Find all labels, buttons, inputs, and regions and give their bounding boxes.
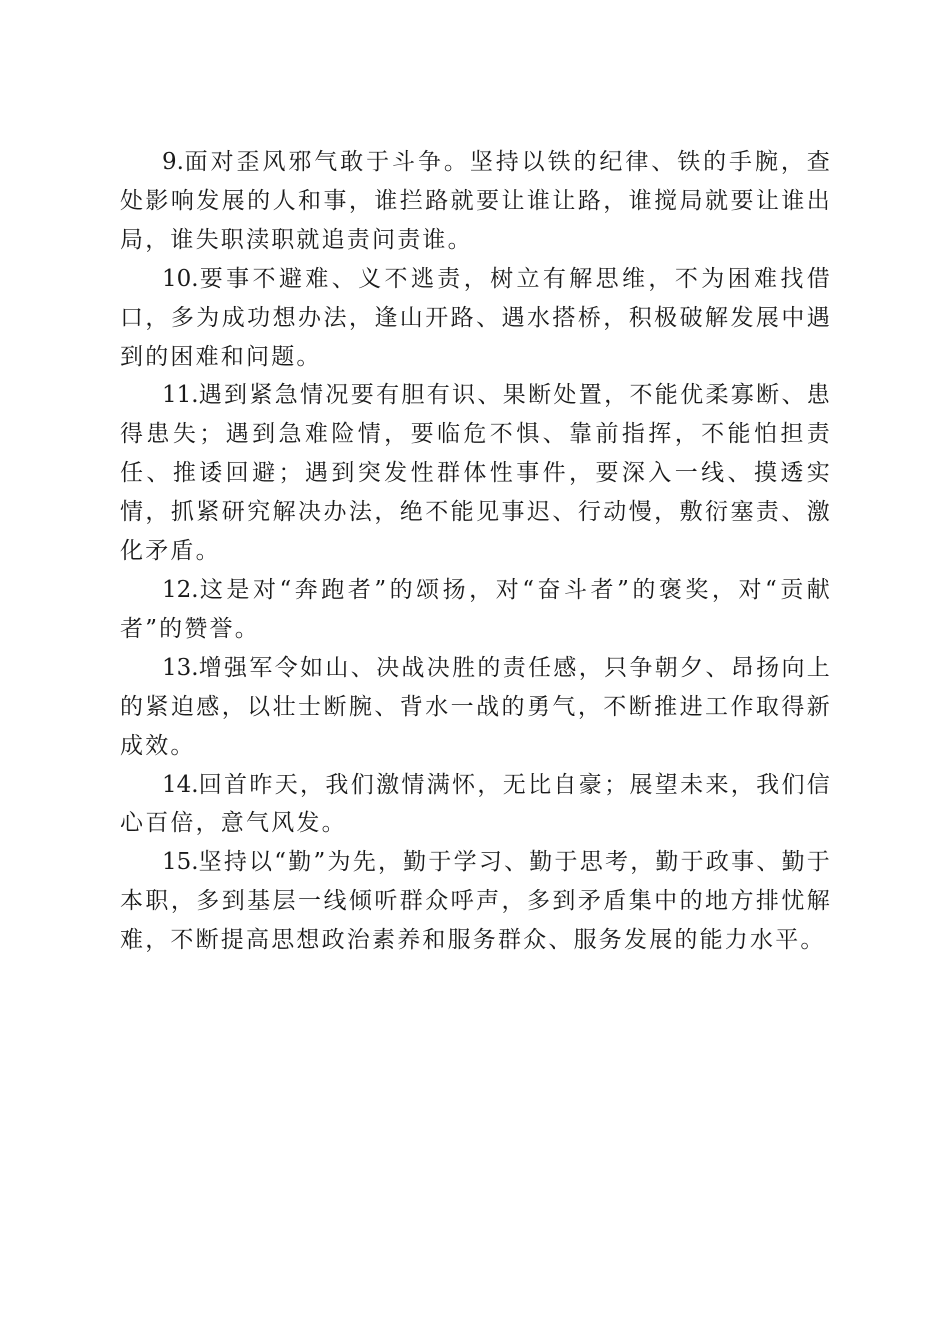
paragraph-15 <box>120 843 832 960</box>
paragraph-number: 9. <box>162 149 184 175</box>
paragraph-text: 坚持以“勤”为先，勤于学习、勤于思考，勤于政事、勤于本职，多到基层一线倾听群众呼声，多到矛盾集中的地方排忧解难，不断提高思想政治素养和服务群众、服务发展的能力水平。 <box>120 849 832 954</box>
paragraph-number: 11. <box>162 382 199 409</box>
paragraph-text: 这是对“奔跑者”的颂扬，对“奋斗者”的褒奖，对“贡献者”的赞誉。 <box>120 576 832 642</box>
paragraph-14 <box>120 766 832 844</box>
paragraph-text: 要事不避难、义不逃责，树立有解思维，不为困难找借口，多为成功想办法，逢山开路、遇水搭桥，积极破解发展中遇到的困难和问题。 <box>120 265 832 370</box>
paragraph-number: 12. <box>162 576 199 603</box>
paragraph-9 <box>120 143 832 260</box>
paragraph-13 <box>120 649 832 766</box>
paragraph-text: 增强军令如山、决战决胜的责任感，只争朝夕、昂扬向上的紧迫感，以壮士断腕、背水一战的勇气，不断推进工作取得新成效。 <box>120 654 832 759</box>
paragraph-number: 10. <box>162 265 199 292</box>
paragraph-number: 13. <box>162 654 199 681</box>
paragraph-text: 遇到紧急情况要有胆有识、果断处置，不能优柔寡断、患得患失；遇到急难险情，要临危不惧、靠前指挥，不能怕担责任、推诿回避；遇到突发性群体性事件，要深入一线、摸透实情，抓紧研究解决办法，绝不能见事迟、行动慢，敷衍塞责、激化矛盾。 <box>120 382 832 565</box>
paragraph-number: 14. <box>162 771 199 798</box>
paragraph-text: 面对歪风邪气敢于斗争。坚持以铁的纪律、铁的手腕，查处影响发展的人和事，谁拦路就要让谁让路，谁搅局就要让谁出局，谁失职渎职就追责问责谁。 <box>120 149 832 253</box>
paragraph-11 <box>120 376 832 571</box>
document-body <box>120 143 832 960</box>
paragraph-number: 15. <box>162 849 199 876</box>
paragraph-10 <box>120 260 832 377</box>
paragraph-text: 回首昨天，我们激情满怀，无比自豪；展望未来，我们信心百倍，意气风发。 <box>120 771 832 837</box>
paragraph-12 <box>120 571 832 649</box>
